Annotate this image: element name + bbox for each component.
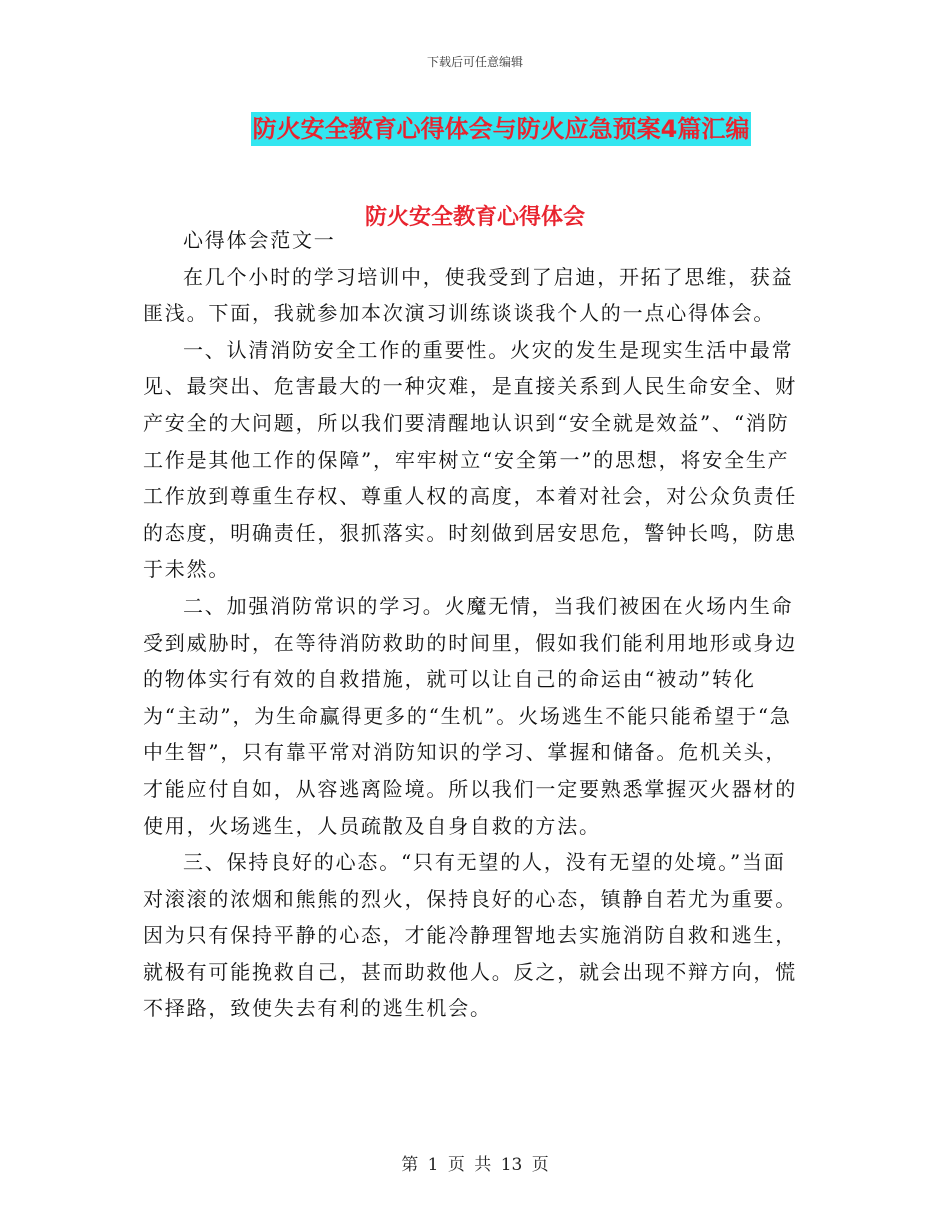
section-title: 防火安全教育心得体会 [364, 205, 585, 230]
paragraph-point-3: 三、保持良好的心态。“只有无望的人，没有无望的处境。”当面对滚滚的浓烟和熊熊的烈火，保持良好的心态，镇静自若尤为重要。因为只有保持平静的心态，才能冷静理智地去实施消防自救和逃生，就极有可能挽救自己，甚而助救他人。反之，就会出现不辩方向，慌不择路，致使失去有利的逃生机会。 [143, 850, 797, 1021]
header-note: 下载后可任意编辑 [426, 55, 523, 69]
paragraph-point-1: 一、认清消防安全工作的重要性。火灾的发生是现实生活中最常见、最突出、危害最大的一种灾难，是直接关系到人民生命安全、财产安全的大问题，所以我们要清醒地认识到“安全就是效益”、“消防工作是其他工作的保障”，牢牢树立“安全第一”的思想，将安全生产工作放到尊重生存权、尊重人权的高度，本着对社会，对公众负责任的态度，明确责任，狠抓落实。时刻做到居安思危，警钟长鸣，防患于未然。 [143, 337, 797, 582]
paragraph-point-2: 二、加强消防常识的学习。火魔无情，当我们被困在火场内生命受到威胁时，在等待消防救助的时间里，假如我们能利用地形或身边的物体实行有效的自救措施，就可以让自己的命运由“被动”转化为“主动”，为生命赢得更多的“生机”。火场逃生不能只能希望于“急中生智”，只有靠平常对消防知识的学习、掌握和储备。危机关头，才能应付自如，从容逃离险境。所以我们一定要熟悉掌握灭火器材的使用，火场逃生，人员疏散及自身自救的方法。 [143, 593, 797, 838]
paragraph-intro: 在几个小时的学习培训中，使我受到了启迪，开拓了思维，获益匪浅。下面，我就参加本次演习训练谈谈我个人的一点心得体会。 [143, 264, 794, 326]
main-title: 防火安全教育心得体会与防火应急预案4篇汇编 [251, 112, 752, 146]
page-number: 第 1 页 共 13 页 [401, 1155, 549, 1175]
document-body [143, 222, 807, 1027]
main-title-container [0, 112, 950, 146]
paragraph-label: 心得体会范文一 [183, 228, 336, 252]
